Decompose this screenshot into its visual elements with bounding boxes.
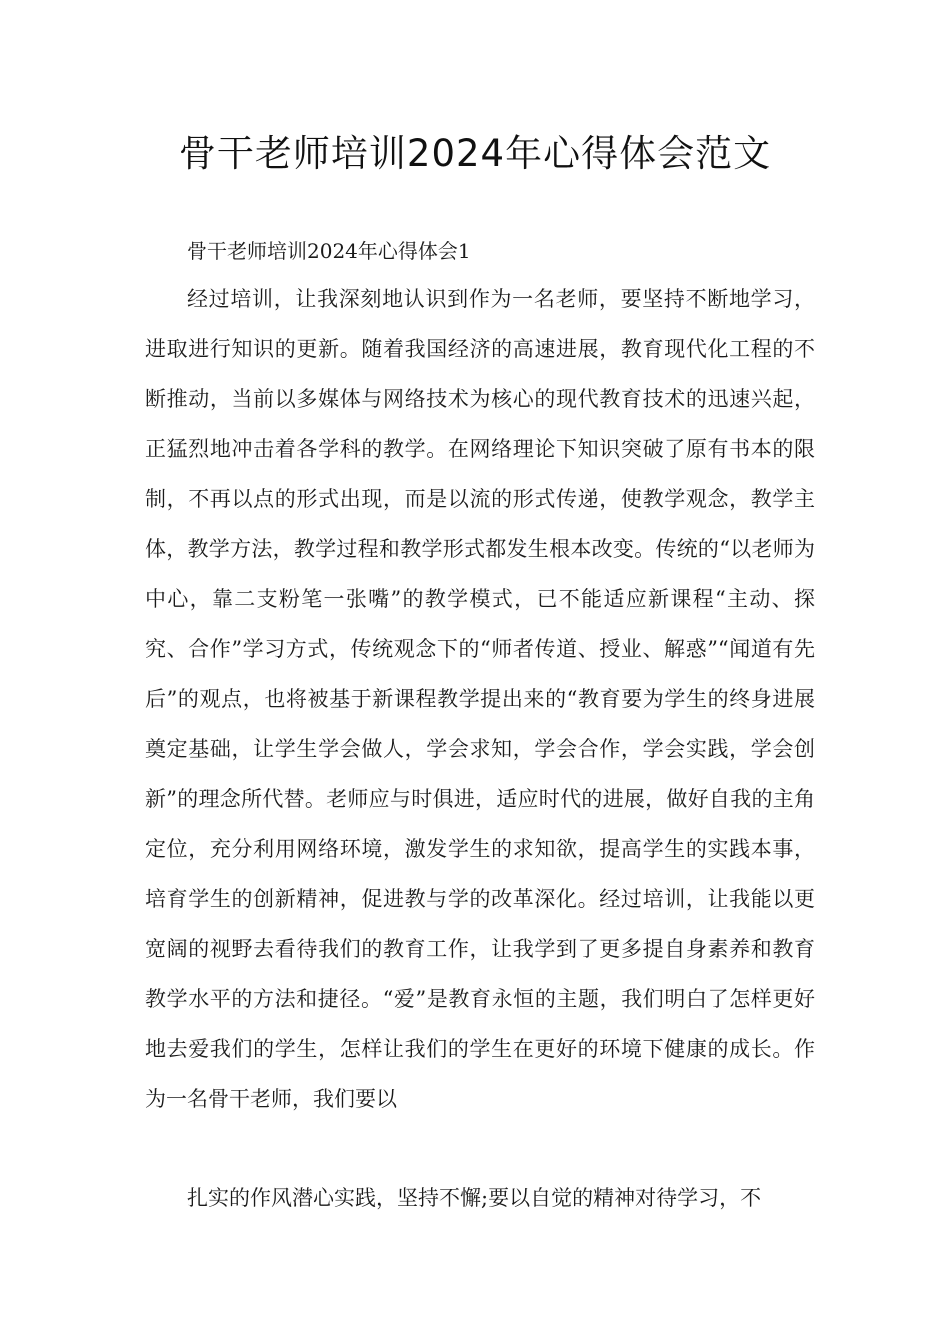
section-heading: 骨干老师培训2024年心得体会1 xyxy=(187,239,471,263)
document-title: 骨干老师培训2024年心得体会范文 xyxy=(178,132,772,175)
body-paragraph-1: 经过培训，让我深刻地认识到作为一名老师，要坚持不断地学习，进取进行知识的更新。随着我国经济的高速进展，教育现代化工程的不断推动，当前以多媒体与网络技术为核心的现代教育技术的迅速兴起，正猛烈地冲击着各学科的教学。在网络理论下知识突破了原有书本的限制，不再以点的形式出现，而是以流的形式传递，使教学观念，教学主体，教学方法，教学过程和教学形式都发生根本改变。传统的“以老师为中心，靠二支粉笔一张嘴”的教学模式，已不能适应新课程“主动、探究、合作”学习方式，传统观念下的“师者传道、授业、解惑”“闻道有先后”的观点，也将被基于新课程教学提出来的“教育要为学生的终身进展奠定基础，让学生学会做人，学会求知，学会合作，学会实践，学会创新”的理念所代替。老师应与时俱进，适应时代的进展，做好自我的主角定位，充分利用网络环境，激发学生的求知欲，提高学生的实践本事，培育学生的创新精神，促进教与学的改革深化。经过培训，让我能以更宽阔的视野去看待我们的教育工作，让我学到了更多提自身素养和教育教学水平的方法和捷径。“爱”是教育永恒的主题，我们明白了怎样更好地去爱我们的学生，怎样让我们的学生在更好的环境下健康的成长。作为一名骨干老师，我们要以 xyxy=(145,287,815,1111)
body-paragraph-2: 扎实的作风潜心实践，坚持不懈;要以自觉的精神对待学习，不 xyxy=(187,1186,762,1210)
